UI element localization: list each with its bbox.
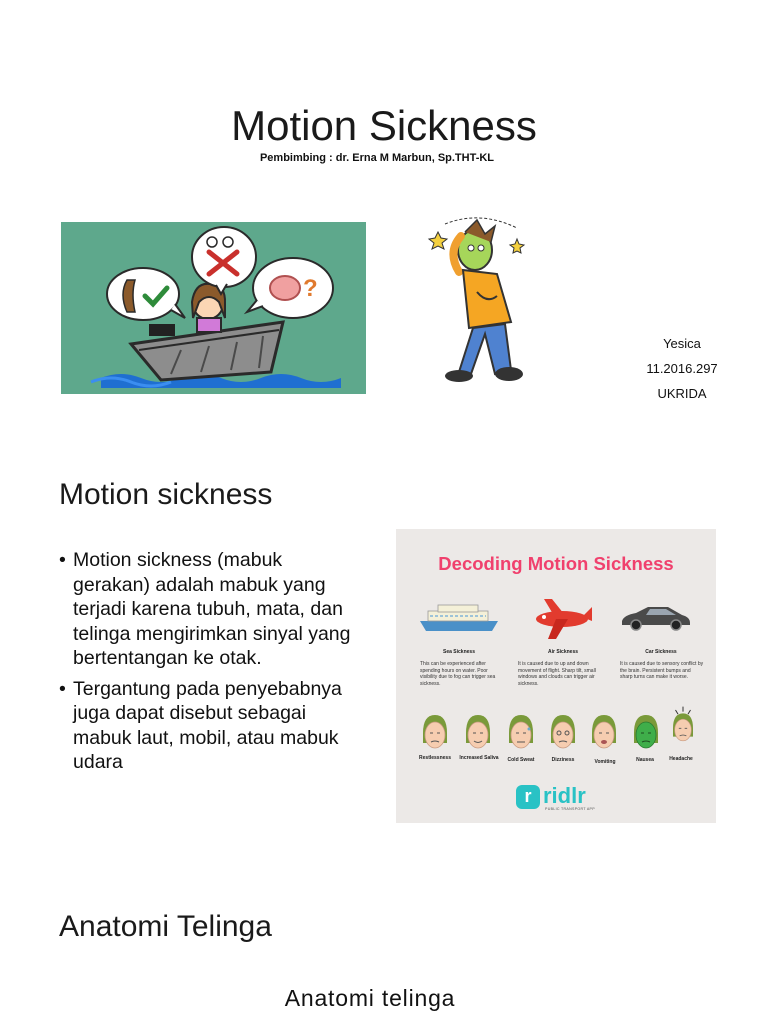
boat-illustration (61, 222, 366, 394)
bullet-list (59, 548, 359, 781)
car-icon (620, 605, 692, 631)
bullet-dot-icon: • (59, 677, 66, 700)
ship-icon (418, 603, 500, 633)
bullet-dot-icon: • (59, 549, 66, 571)
author-name: Yesica (663, 336, 701, 351)
air-sickness-heading: Air Sickness (547, 649, 579, 655)
ridlr-logo-icon: r (516, 785, 540, 809)
symptom-label: Cold Sweat (507, 757, 535, 763)
car-sickness-heading: Car Sickness (645, 649, 677, 655)
slide-title: Motion Sickness (231, 102, 537, 149)
author-institution: UKRIDA (657, 386, 707, 401)
bullet-text: Tergantung pada penyebabnya juga dapat disebut sebagai mabuk laut, mobil, atau mabuk udara (73, 677, 342, 773)
air-sickness-text: It is caused due to up and down movement of flight. Sharp tilt, small windows and clouds can trigger air sickness. (518, 661, 596, 687)
symptom-label: Dizziness (551, 757, 575, 763)
airplane-icon (530, 597, 594, 641)
infographic-card (396, 529, 716, 823)
symptom-label: Increased Saliva (459, 755, 499, 761)
cold-sweat-face-icon (506, 713, 536, 753)
restlessness-face-icon (420, 713, 450, 753)
section-heading-anatomi-telinga: Anatomi Telinga (59, 910, 272, 943)
sea-sickness-heading: Sea Sickness (443, 649, 475, 655)
nausea-face-icon (631, 713, 661, 753)
logo-wordmark: ridlr (543, 783, 586, 808)
vomiting-face-icon (589, 713, 619, 753)
bullet-item (59, 548, 359, 671)
svg-text:?: ? (303, 275, 318, 302)
ridlr-logo (516, 783, 606, 815)
car-sickness-text: It is caused due to sensory conflict by the brain. Persistent bumps and sharp turns can make it worse. (620, 661, 704, 680)
author-id: 11.2016.297 (646, 361, 718, 376)
section-heading-motion-sickness: Motion sickness (59, 478, 273, 511)
symptom-label: Restlessness (419, 755, 451, 761)
sea-sickness-text: This can be experienced after spending hours on water. Poor visibility due to fog can trigger sea sickness. (420, 661, 496, 687)
infographic-title: Decoding Motion Sickness (438, 553, 674, 574)
bullet-text: Motion sickness (mabuk gerakan) adalah mabuk yang terjadi karena tubuh, mata, dan telinga mengirimkan sinyal yang bertentangan ke otak. (73, 549, 351, 669)
dizzy-person-icon (425, 212, 535, 392)
bullet-item (59, 677, 359, 775)
supervisor-line: Pembimbing : dr. Erna M Marbun, Sp.THT-KL (259, 152, 495, 164)
boat-scene-icon (61, 222, 366, 394)
logo-tagline: PUBLIC TRANSPORT APP (545, 807, 595, 811)
dizzy-man-illustration (425, 212, 535, 392)
symptom-label: Nausea (636, 757, 654, 763)
dizziness-face-icon (548, 713, 578, 753)
increased-saliva-face-icon (463, 713, 493, 753)
symptom-label: Headache (669, 756, 693, 762)
ear-image-title: Anatomi telinga (284, 985, 456, 1011)
symptom-label: Vomiting (594, 759, 616, 765)
headache-face-icon (668, 705, 698, 745)
